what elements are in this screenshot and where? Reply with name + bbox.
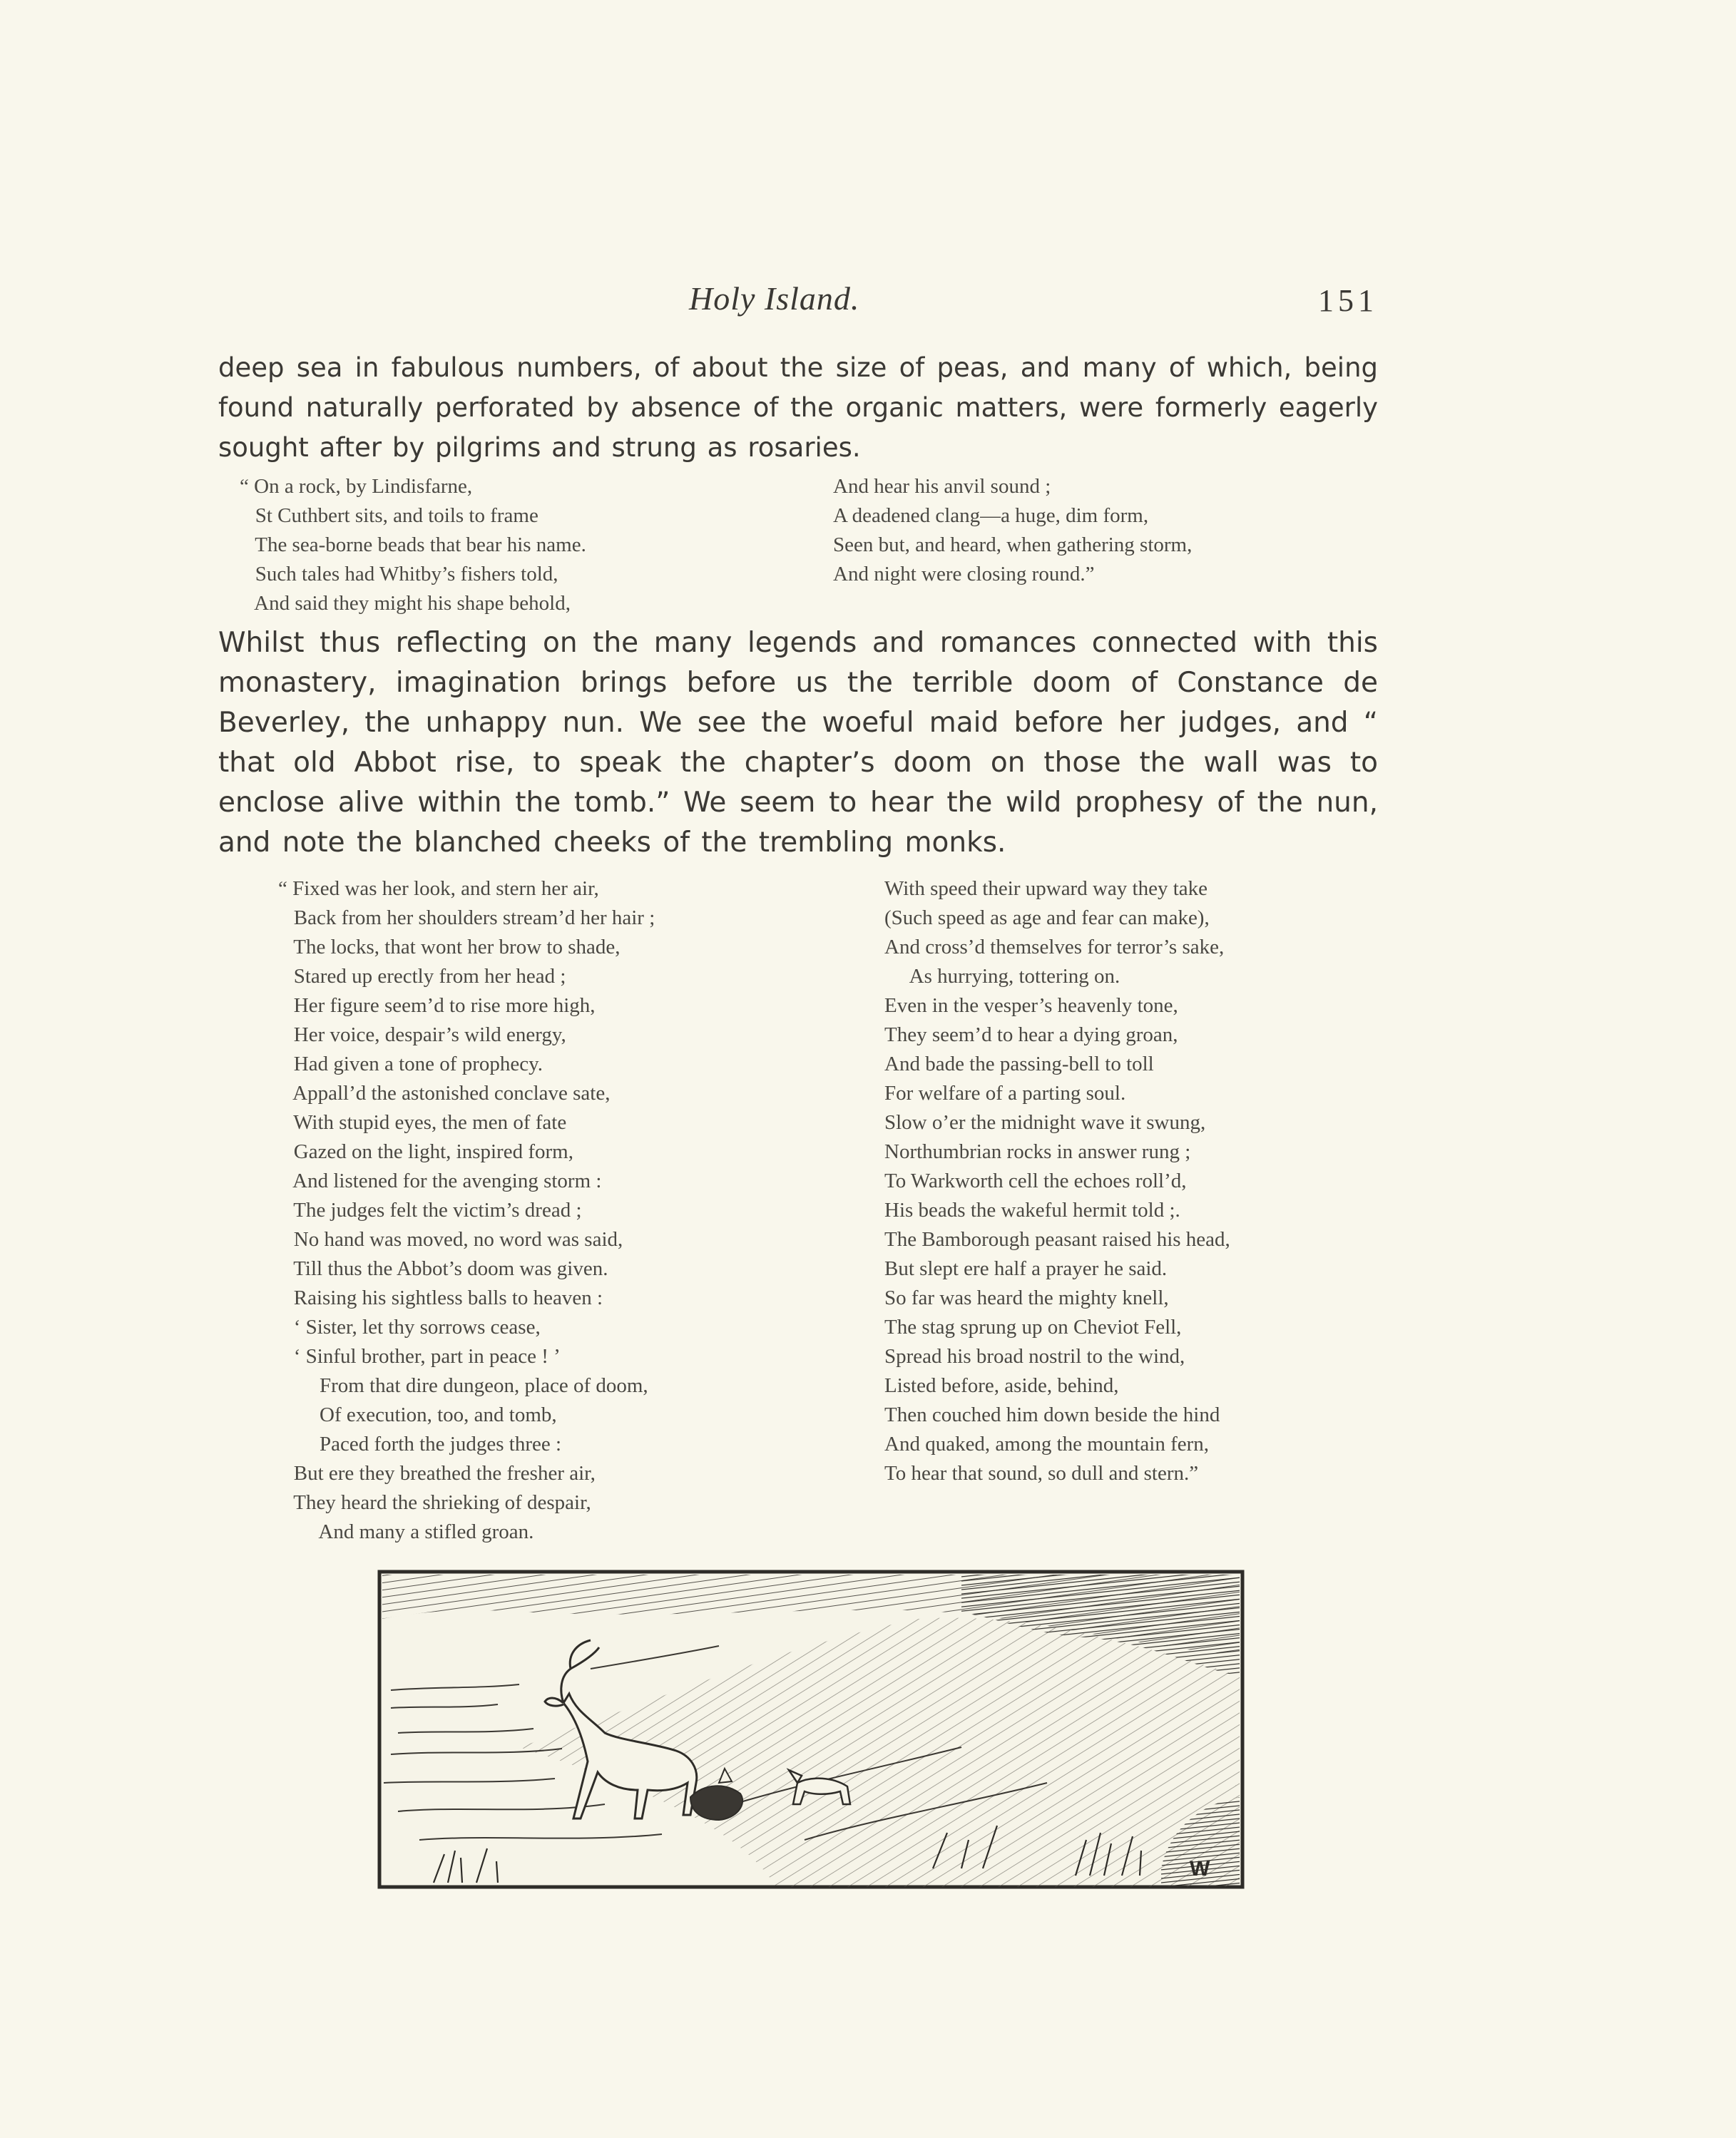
verse-line: The judges felt the victim’s dread ; [278, 1199, 582, 1222]
verse-line: The stag sprung up on Cheviot Fell, [884, 1316, 1182, 1339]
verse-line: Northumbrian rocks in answer rung ; [884, 1140, 1191, 1163]
verse-line: Of execution, too, and tomb, [278, 1403, 557, 1426]
verse-line: As hurrying, tottering on. [884, 965, 1120, 988]
verse-line: And listened for the avenging storm : [278, 1170, 602, 1192]
verse-line: His beads the wakeful hermit told ;. [884, 1199, 1180, 1222]
verse-line: Paced forth the judges three : [278, 1433, 562, 1456]
verse-line: To Warkworth cell the echoes roll’d, [884, 1170, 1187, 1192]
verse-2-column-1 [278, 874, 655, 1547]
verse-line: Till thus the Abbot’s doom was given. [278, 1257, 608, 1280]
verse-line: Appall’d the astonished conclave sate, [278, 1082, 611, 1105]
verse-line: To hear that sound, so dull and stern.” [884, 1462, 1199, 1485]
verse-line: Slow o’er the midnight wave it swung, [884, 1111, 1206, 1134]
stag-engraving-illustration [377, 1569, 1245, 1890]
verse-line: With stupid eyes, the men of fate [278, 1111, 567, 1134]
verse-line: And many a stifled groan. [278, 1520, 534, 1543]
verse-line: Spread his broad nostril to the wind, [884, 1345, 1185, 1368]
verse-line: (Such speed as age and fear can make), [884, 906, 1210, 929]
verse-line: And night were closing round.” [833, 563, 1095, 585]
verse-line: Gazed on the light, inspired form, [278, 1140, 573, 1163]
verse-line: Even in the vesper’s heavenly tone, [884, 994, 1178, 1017]
verse-line: They seem’d to hear a dying groan, [884, 1023, 1178, 1046]
verse-1-column-2 [833, 472, 1192, 589]
verse-line: “ Fixed was her look, and stern her air, [278, 877, 599, 900]
verse-line: Seen but, and heard, when gathering storm, [833, 533, 1193, 556]
verse-line: No hand was moved, no word was said, [278, 1228, 623, 1251]
verse-line: Such tales had Whitby’s fishers told, [240, 563, 558, 585]
verse-line: St Cuthbert sits, and toils to frame [240, 504, 538, 527]
verse-line: Back from her shoulders stream’d her hair ; [278, 906, 655, 929]
verse-line: And cross’d themselves for terror’s sake, [884, 936, 1225, 958]
verse-line: With speed their upward way they take [884, 877, 1208, 900]
verse-line: Listed before, aside, behind, [884, 1374, 1119, 1397]
verse-line: But ere they breathed the fresher air, [278, 1462, 596, 1485]
verse-line: Raising his sightless balls to heaven : [278, 1287, 603, 1309]
verse-line: A deadened clang—a huge, dim form, [833, 504, 1149, 527]
verse-line: And said they might his shape behold, [240, 592, 571, 615]
verse-line: Then couched him down beside the hind [884, 1403, 1220, 1426]
verse-line: Had given a tone of prophecy. [278, 1053, 543, 1075]
page-header [218, 280, 1378, 329]
paragraph-1: deep sea in fabulous numbers, of about the size of peas, and many of which, being found naturally perforated by absence of the organic matters, were formerly eagerly sought after by pilgrims and strung as rosaries. [218, 352, 1378, 463]
verse-line: ‘ Sinful brother, part in peace ! ’ [278, 1345, 561, 1368]
verse-line: And hear his anvil sound ; [833, 475, 1051, 498]
verse-line: And quaked, among the mountain fern, [884, 1433, 1210, 1456]
page-number: 151 [1318, 283, 1378, 318]
verse-line: From that dire dungeon, place of doom, [278, 1374, 648, 1397]
verse-line: The Bamborough peasant raised his head, [884, 1228, 1230, 1251]
verse-line: Her voice, despair’s wild energy, [278, 1023, 566, 1046]
verse-2-column-2 [884, 874, 1230, 1488]
artist-monogram: W [1190, 1857, 1210, 1881]
verse-line: ‘ Sister, let thy sorrows cease, [278, 1316, 541, 1339]
verse-line: “ On a rock, by Lindisfarne, [240, 475, 473, 498]
verse-line: They heard the shrieking of despair, [278, 1491, 591, 1514]
verse-line: Her figure seem’d to rise more high, [278, 994, 596, 1017]
running-title: Holy Island. [689, 280, 860, 317]
verse-line: And bade the passing-bell to toll [884, 1053, 1154, 1075]
verse-line: The locks, that wont her brow to shade, [278, 936, 621, 958]
verse-line: So far was heard the mighty knell, [884, 1287, 1169, 1309]
paragraph-2: Whilst thus reflecting on the many legends and romances connected with this monastery, imagination brings before us the terrible doom of Constance de Beverley, the unhappy nun. We see the woeful maid before her judges, and “ that old Abbot rise, to speak the chapter’s doom on those the wall was to enclose alive within the tomb.” We seem to hear the wild prophesy of the nun, and note the blanched cheeks of the trembling monks. [218, 627, 1378, 859]
verse-line: But slept ere half a prayer he said. [884, 1257, 1168, 1280]
verse-line: Stared up erectly from her head ; [278, 965, 566, 988]
verse-line: The sea-borne beads that bear his name. [240, 533, 586, 556]
verse-1-column-1 [240, 472, 586, 618]
verse-line: For welfare of a parting soul. [884, 1082, 1126, 1105]
